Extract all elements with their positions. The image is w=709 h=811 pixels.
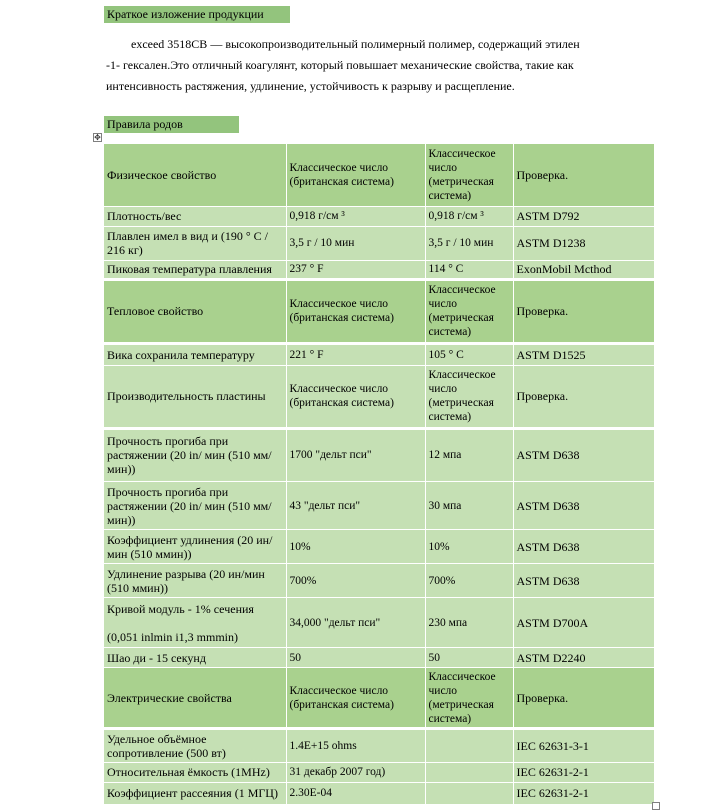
table-header-row <box>104 281 654 343</box>
imperial-cell: 700% <box>286 564 425 598</box>
imperial-cell: 0,918 г/см ³ <box>286 206 425 226</box>
property-cell: Плавлен имел в вид и (190 ° С / 216 кг) <box>104 226 286 260</box>
table-row <box>104 482 654 530</box>
test-method-cell: Проверка. <box>513 144 654 206</box>
property-cell: Вика сохранила температуру <box>104 345 286 365</box>
move-cross-icon[interactable]: ✥ <box>94 133 101 142</box>
imperial-cell: 1.4Е+15 ohms <box>286 730 425 762</box>
test-method-cell: ASTM D792 <box>513 206 654 226</box>
test-method-cell: IEC 62631-2-1 <box>513 782 654 804</box>
table-row <box>104 648 654 668</box>
intro-paragraph <box>106 37 626 97</box>
test-method-cell: ASTM D1238 <box>513 226 654 260</box>
property-cell: Коэффициент рассеяния (1 МГЦ) <box>104 782 286 804</box>
table-row <box>104 762 654 782</box>
table-row <box>104 345 654 365</box>
test-method-cell: IEC 62631-2-1 <box>513 762 654 782</box>
metric-cell: 114 ° C <box>425 260 513 278</box>
imperial-cell: 3,5 г / 10 мин <box>286 226 425 260</box>
intro-line: -1- гексален.Это отличный коагулянт, который повышает механические свойства, такие как <box>106 58 574 72</box>
metric-cell: 50 <box>425 648 513 668</box>
imperial-cell: 2.30Е-04 <box>286 782 425 804</box>
metric-cell: Классическое число (метрическая система) <box>425 281 513 343</box>
test-method-cell: Проверка. <box>513 668 654 728</box>
test-method-cell: ASTM D638 <box>513 482 654 530</box>
table-row <box>104 365 654 427</box>
section-heading-summary: Краткое изложение продукции <box>104 6 290 23</box>
metric-cell: 700% <box>425 564 513 598</box>
intro-line: exceed 3518CB — высокопроизводительный полимерный полимер, содержащий этилен <box>131 37 580 51</box>
metric-cell <box>425 762 513 782</box>
table-row <box>104 206 654 226</box>
property-cell: Пиковая температура плавления <box>104 260 286 278</box>
imperial-cell: 50 <box>286 648 425 668</box>
table-row <box>104 730 654 762</box>
metric-cell <box>425 782 513 804</box>
imperial-cell: Классическое число (британская система) <box>286 144 425 206</box>
test-method-cell: ExonMobil Mcthod <box>513 260 654 278</box>
table-row <box>104 598 654 648</box>
imperial-cell: 221 ° F <box>286 345 425 365</box>
imperial-cell: 43 "дельт пси" <box>286 482 425 530</box>
property-cell: Электрические свойства <box>104 668 286 728</box>
table-resize-handle[interactable] <box>652 802 660 810</box>
property-cell: Плотность/вес <box>104 206 286 226</box>
property-cell: Прочность прогиба при растяжении (20 in/ мин (510 мм/мин)) <box>104 482 286 530</box>
section-heading-rules: Правила родов <box>104 116 239 133</box>
table-row <box>104 782 654 804</box>
metric-cell: 10% <box>425 530 513 564</box>
property-cell: Прочность прогиба при растяжении (20 in/ мин (510 мм/мин)) <box>104 430 286 482</box>
imperial-cell: 34,000 "дельт пси" <box>286 598 425 648</box>
metric-cell: 12 мпа <box>425 430 513 482</box>
metric-cell: 0,918 г/см ³ <box>425 206 513 226</box>
imperial-cell: 10% <box>286 530 425 564</box>
test-method-cell: Проверка. <box>513 281 654 343</box>
metric-cell: Классическое число (метрическая система) <box>425 668 513 728</box>
table-header-row <box>104 668 654 728</box>
property-cell: Тепловое свойство <box>104 281 286 343</box>
property-cell: Удлинение разрыва (20 ин/мин (510 ммин)) <box>104 564 286 598</box>
test-method-cell: Проверка. <box>513 365 654 427</box>
property-cell: Кривой модуль - 1% сечения (0,051 inlmin i1,3 mmmin) <box>104 598 286 648</box>
test-method-cell: ASTM D638 <box>513 530 654 564</box>
imperial-cell: Классическое число (британская система) <box>286 281 425 343</box>
table-row <box>104 260 654 278</box>
table-row <box>104 226 654 260</box>
metric-cell: Классическое число (метрическая система) <box>425 365 513 427</box>
property-cell: Относительная ёмкость (1MHz) <box>104 762 286 782</box>
imperial-cell: 31 декабр 2007 год) <box>286 762 425 782</box>
test-method-cell: ASTM D2240 <box>513 648 654 668</box>
table-row <box>104 564 654 598</box>
intro-line: интенсивность растяжения, удлинение, устойчивость к разрыву и расщепление. <box>106 79 515 93</box>
imperial-cell: 237 ° F <box>286 260 425 278</box>
property-cell: Удельное объёмное сопротивление (500 вт) <box>104 730 286 762</box>
table-row <box>104 530 654 564</box>
metric-cell <box>425 730 513 762</box>
property-cell: Производительность пластины <box>104 365 286 427</box>
metric-cell: 105 ° C <box>425 345 513 365</box>
imperial-cell: Классическое число (британская система) <box>286 365 425 427</box>
imperial-cell: 1700 "дельт пси" <box>286 430 425 482</box>
property-cell: Шао ди - 15 секунд <box>104 648 286 668</box>
table-header-row <box>104 144 654 206</box>
table-row <box>104 430 654 482</box>
imperial-cell: Классическое число (британская система) <box>286 668 425 728</box>
test-method-cell: ASTM D700A <box>513 598 654 648</box>
test-method-cell: IEC 62631-3-1 <box>513 730 654 762</box>
metric-cell: 230 мпа <box>425 598 513 648</box>
metric-cell: 30 мпа <box>425 482 513 530</box>
properties-table <box>104 144 655 805</box>
test-method-cell: ASTM D1525 <box>513 345 654 365</box>
property-cell: Физическое свойство <box>104 144 286 206</box>
metric-cell: 3,5 г / 10 мин <box>425 226 513 260</box>
metric-cell: Классическое число (метрическая система) <box>425 144 513 206</box>
test-method-cell: ASTM D638 <box>513 430 654 482</box>
property-cell: Коэффициент удлинения (20 ин/мин (510 ммин)) <box>104 530 286 564</box>
test-method-cell: ASTM D638 <box>513 564 654 598</box>
